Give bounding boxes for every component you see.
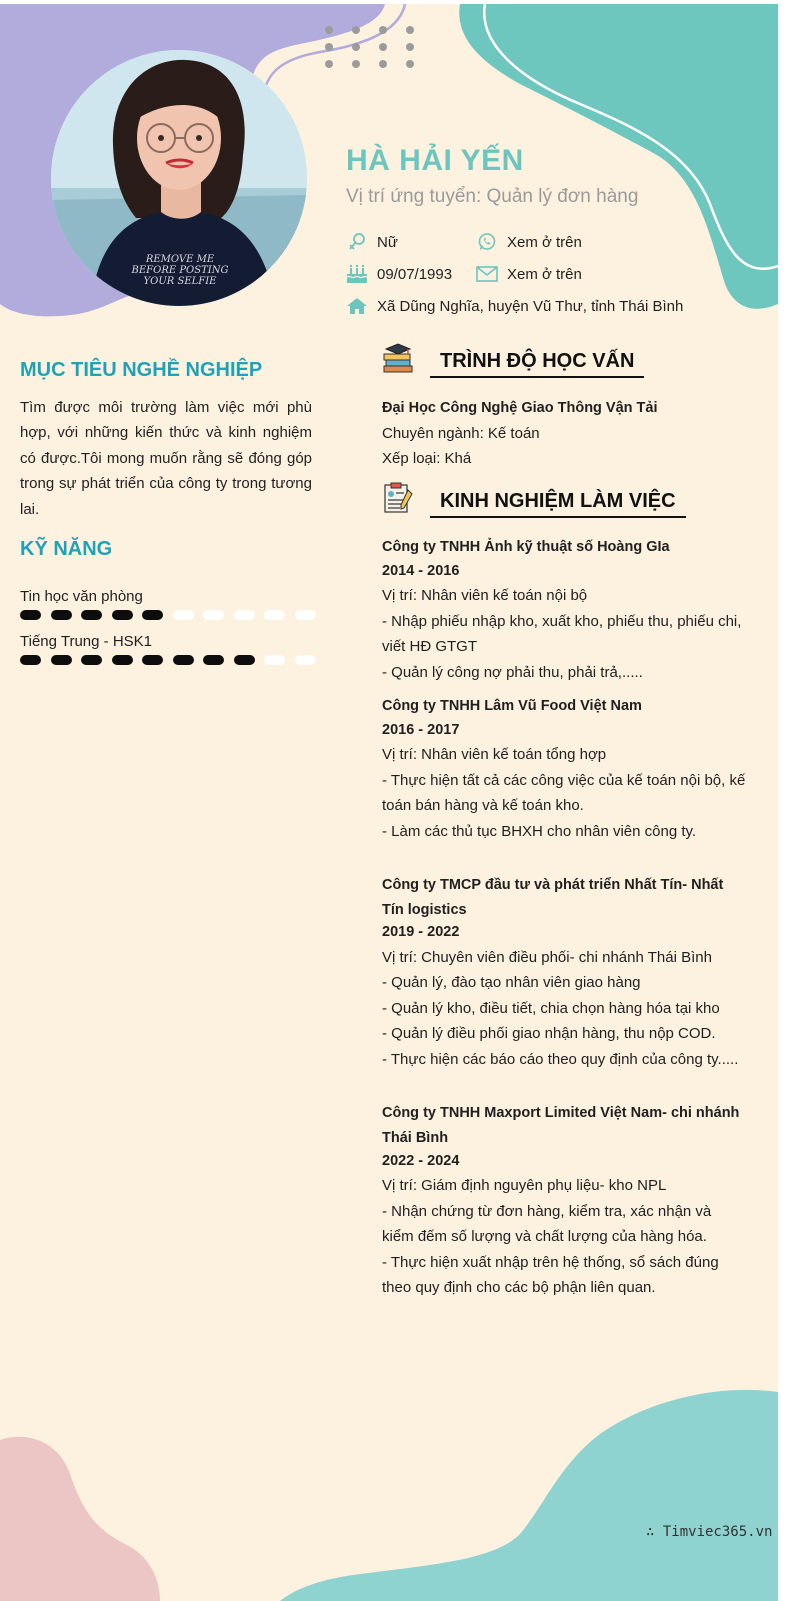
skill-segment — [142, 610, 163, 620]
job-duty: - Thực hiện xuất nhập trên hệ thống, sổ sách đúng theo quy định cho các bộ phận liên quan. — [382, 1254, 719, 1297]
job-period: 2016 - 2017 — [382, 722, 460, 738]
teal-blob-bottom — [280, 1390, 778, 1601]
resume-clipboard-icon — [382, 482, 414, 514]
job-company: Công ty TNHH Maxport Limited Việt Nam- chi nhánh Thái Bình — [382, 1105, 740, 1147]
skill-segment — [173, 655, 194, 665]
skill-segment — [173, 610, 194, 620]
address-row — [346, 296, 683, 316]
home-icon — [346, 296, 368, 316]
gender-icon — [346, 232, 368, 252]
objective-title: MỤC TIÊU NGHỀ NGHIỆP — [20, 359, 263, 381]
skill-segment — [203, 610, 224, 620]
education-grade: Xếp loại: Khá — [382, 450, 472, 467]
job-duty: - Quản lý điều phối giao nhận hàng, thu nộp COD. — [382, 1025, 716, 1042]
job-duty: - Quản lý kho, điều tiết, chia chọn hàng hóa tại kho — [382, 1000, 720, 1017]
job-duty: - Quản lý, đào tạo nhân viên giao hàng — [382, 974, 641, 991]
job-period: 2022 - 2024 — [382, 1153, 460, 1169]
gender-value: Nữ — [377, 233, 398, 251]
decorative-dots — [325, 26, 425, 70]
applied-position: Vị trí ứng tuyển: Quản lý đơn hàng — [346, 186, 639, 207]
experience-title: KINH NGHIỆM LÀM VIỆC — [430, 490, 686, 518]
pink-blob-bottom — [0, 1437, 160, 1601]
skill-name-office: Tin học văn phòng — [20, 588, 143, 605]
skill-segment — [20, 655, 41, 665]
job-period: 2019 - 2022 — [382, 924, 460, 940]
phone-value: Xem ở trên — [507, 233, 582, 251]
job-duty: - Nhập phiếu nhập kho, xuất kho, phiếu thu, phiếu chi, viết HĐ GTGT — [382, 613, 742, 656]
cv-page — [0, 4, 778, 1601]
skill-segment — [81, 655, 102, 665]
job-role: Vị trí: Nhân viên kế toán tổng hợp — [382, 746, 607, 763]
skill-segment — [112, 655, 133, 665]
candidate-name: HÀ HẢI YẾN — [346, 144, 524, 177]
skills-title: KỸ NĂNG — [20, 538, 113, 560]
job-period: 2014 - 2016 — [382, 563, 460, 579]
education-header — [382, 342, 644, 374]
skill-bar-office — [20, 610, 315, 620]
job-role: Vị trí: Chuyên viên điều phối- chi nhánh Thái Bình — [382, 949, 712, 966]
skill-segment — [81, 610, 102, 620]
birthday-cake-icon — [346, 264, 368, 284]
job-duty: - Thực hiện tất cả các công việc của kế toán nội bộ, kế toán bán hàng và kế toán kho. — [382, 772, 746, 815]
timviec365-logo: ∴ Timviec365.vn — [646, 1524, 773, 1540]
skill-bar-chinese — [20, 655, 315, 665]
education-school: Đại Học Công Nghệ Giao Thông Vận Tải — [382, 400, 658, 416]
email-value: Xem ở trên — [507, 265, 582, 283]
shirt-text-1: REMOVE ME — [145, 254, 215, 265]
skill-name-chinese: Tiếng Trung - HSK1 — [20, 633, 153, 650]
education-major: Chuyên ngành: Kế toán — [382, 425, 540, 442]
job-duty: - Quản lý công nợ phải thu, phải trả,..... — [382, 664, 643, 681]
envelope-icon — [476, 264, 498, 284]
address-value: Xã Dũng Nghĩa, huyện Vũ Thư, tỉnh Thái Bình — [377, 297, 684, 315]
email-row — [476, 264, 582, 284]
skill-segment — [234, 655, 255, 665]
job-company: Công ty TNHH Ảnh kỹ thuật số Hoàng GIa — [382, 539, 670, 555]
skill-segment — [295, 655, 316, 665]
experience-header — [382, 482, 686, 514]
skill-segment — [142, 655, 163, 665]
graduation-books-icon — [382, 342, 414, 374]
whatsapp-phone-icon — [476, 232, 498, 252]
skill-segment — [20, 610, 41, 620]
skill-segment — [112, 610, 133, 620]
skill-segment — [51, 655, 72, 665]
objective-text: Tìm được môi trường làm việc mới phù hợp, với những kiến thức và kinh nghiệm có được.Tôi mong muốn rằng sẽ đóng góp trong sự phát triển của công ty trong tương lai. — [20, 399, 312, 518]
job-duty: - Thực hiện các báo cáo theo quy định của công ty..... — [382, 1051, 739, 1068]
skill-segment — [51, 610, 72, 620]
job-company: Công ty TNHH Lâm Vũ Food Việt Nam — [382, 698, 642, 714]
skill-segment — [295, 610, 316, 620]
job-role: Vị trí: Giám định nguyên phụ liệu- kho NPL — [382, 1177, 667, 1194]
skill-segment — [203, 655, 224, 665]
job-role: Vị trí: Nhân viên kế toán nội bộ — [382, 587, 588, 604]
skill-segment — [264, 655, 285, 665]
job-duty: - Làm các thủ tục BHXH cho nhân viên công ty. — [382, 823, 697, 840]
job-duty: - Nhận chứng từ đơn hàng, kiểm tra, xác nhận và kiểm đếm số lượng và chất lượng của hàng hóa. — [382, 1203, 712, 1246]
profile-photo — [51, 50, 307, 306]
education-title: TRÌNH ĐỘ HỌC VẤN — [430, 350, 644, 378]
skill-segment — [234, 610, 255, 620]
shirt-text-3: YOUR SELFIE — [143, 276, 217, 287]
job-company: Công ty TMCP đầu tư và phát triển Nhất Tín- Nhất Tín logistics — [382, 877, 724, 919]
birthdate-row — [346, 264, 452, 284]
phone-row — [476, 232, 582, 252]
birthdate-value: 09/07/1993 — [377, 265, 453, 283]
skill-segment — [264, 610, 285, 620]
shirt-text-2: BEFORE POSTING — [131, 265, 229, 276]
gender-row — [346, 232, 398, 252]
